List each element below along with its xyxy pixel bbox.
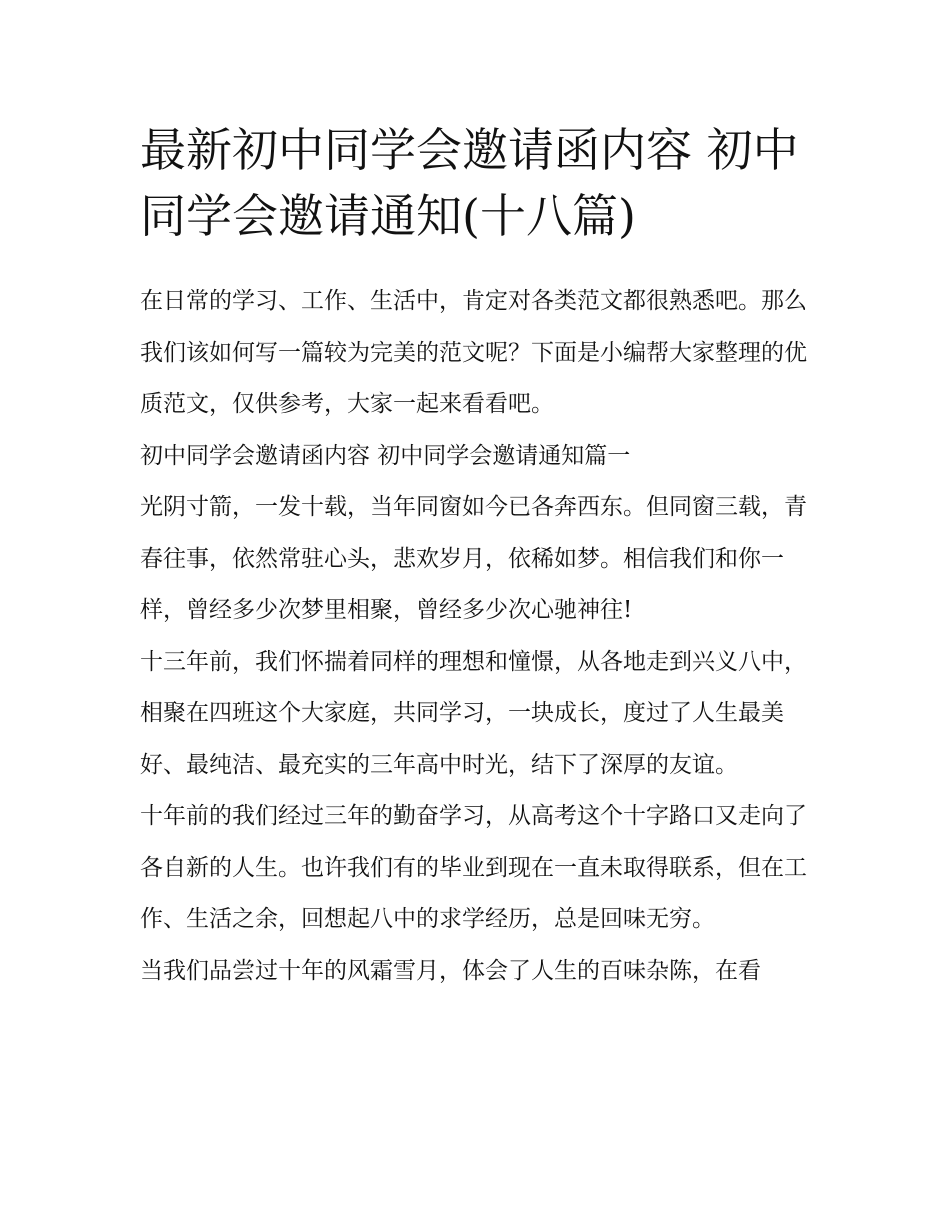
paragraph: 光阴寸箭，一发十载，当年同窗如今已各奔西东。但同窗三载，青春往事，依然常驻心头，悲欢岁月，依稀如梦。相信我们和你一样，曾经多少次梦里相聚，曾经多少次心驰神往! [140,494,807,623]
paragraph: 当我们品尝过十年的风霜雪月，体会了人生的百味杂陈，在看 [140,957,761,984]
section-heading: 初中同学会邀请函内容 初中同学会邀请通知篇一 [140,442,631,469]
paragraph-intro: 在日常的学习、工作、生活中，肯定对各类范文都很熟悉吧。那么我们该如何写一篇较为完美的范文呢？下面是小编帮大家整理的优质范文，仅供参考，大家一起来看看吧。 [140,288,807,417]
document-title: 最新初中同学会邀请函内容 初中同学会邀请通知(十八篇) [140,123,799,243]
document-body [140,276,816,997]
paragraph: 十年前的我们经过三年的勤奋学习，从高考这个十字路口又走向了各自新的人生。也许我们有的毕业到现在一直未取得联系，但在工作、生活之余，回想起八中的求学经历，总是回味无穷。 [140,803,807,932]
paragraph: 十三年前，我们怀揣着同样的理想和憧憬，从各地走到兴义八中，相聚在四班这个大家庭，共同学习，一块成长，度过了人生最美好、最纯洁、最充实的三年高中时光，结下了深厚的友谊。 [140,648,807,778]
